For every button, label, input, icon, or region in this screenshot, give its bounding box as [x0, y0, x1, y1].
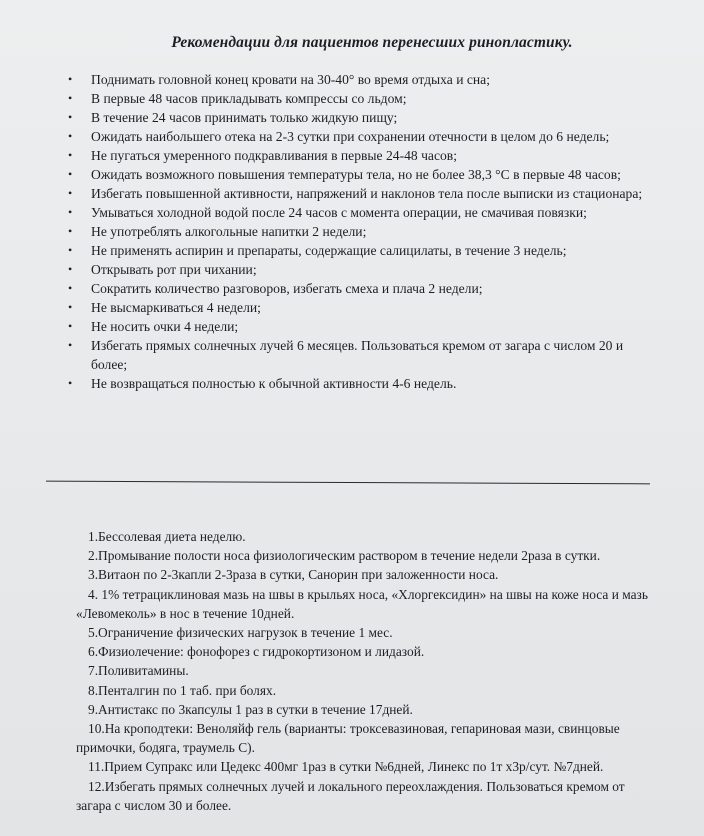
bullet-icon: •	[68, 224, 73, 238]
list-item-text: Ожидать наибольшего отека на 2-3 сутки при сохранении отечности в целом до 6 недель;	[91, 129, 610, 144]
list-item	[66, 146, 658, 165]
list-item-text: Не употреблять алкогольные напитки 2 недели;	[91, 224, 367, 239]
list-item-text: Избегать повышенной активности, напряжений и наклонов тела после выписки из стационара;	[91, 186, 643, 201]
bullet-icon: •	[68, 148, 73, 162]
recommendations-list	[66, 70, 658, 393]
plan-item: 11.Прием Супракс или Цедекс 400мг 1раз в сутки №6дней, Линекс по 1т х3р/сут. №7дней.	[88, 759, 604, 775]
bullet-icon: •	[68, 338, 73, 352]
plan-item: 10.На кроподтеки: Веноляйф гель (варианты: троксевазиновая, гепариновая мази, свинцовые примочки, бодяга, траумель С).	[76, 721, 620, 756]
list-item	[66, 336, 658, 374]
list-item	[66, 127, 658, 146]
list-item-text: Не высмаркиваться 4 недели;	[91, 300, 261, 315]
document-title: Рекомендации для пациентов перенесших ринопластику.	[171, 34, 573, 51]
bullet-icon: •	[68, 91, 73, 105]
list-item	[66, 184, 658, 203]
plan-item: 1.Бессолевая диета неделю.	[88, 529, 246, 544]
list-item-text: Ожидать возможного повышения температуры тела, но не более 38,3 °С в первые 48 часов;	[91, 167, 621, 182]
list-item-text: Поднимать головной конец кровати на 30-40° во время отдыха и сна;	[91, 72, 490, 87]
bullet-icon: •	[68, 376, 73, 390]
plan-item: 9.Антистакс по 3капсулы 1 раз в сутки в течение 17дней.	[88, 701, 413, 717]
bullet-icon: •	[68, 262, 73, 276]
list-item-text: В течение 24 часов принимать только жидкую пищу;	[91, 110, 398, 125]
bullet-icon: •	[68, 319, 73, 333]
plan-item: 4. 1% тетрациклиновая мазь на швы в крыльях носа, «Хлоргексидин» на швы на коже носа и мазь «Левомеколь» в нос в течение 10дней.	[76, 586, 648, 621]
plan-item: 12.Избегать прямых солнечных лучей и локального переохлаждения. Пользоваться кремом от загара с числом 30 и более.	[76, 778, 625, 813]
bullet-icon: •	[68, 167, 73, 181]
bullet-icon: •	[68, 300, 73, 314]
list-item-text: Избегать прямых солнечных лучей 6 месяцев. Пользоваться кремом от загара с числом 20 и более;	[91, 338, 624, 372]
plan-item: 6.Физиолечение: фонофорез с гидрокортизоном и лидазой.	[88, 644, 425, 660]
plan-item: 5.Ограничение физических нагрузок в течение 1 мес.	[88, 625, 393, 641]
bullet-icon: •	[68, 243, 73, 257]
list-item-text: Не носить очки 4 недели;	[91, 319, 239, 334]
plan-item: 3.Витаон по 2-3капли 2-3раза в сутки, Санорин при заложенности носа.	[88, 567, 499, 583]
list-item	[66, 70, 658, 89]
list-item-text: Открывать рот при чихании;	[91, 262, 257, 277]
list-item	[66, 260, 658, 279]
list-item	[66, 89, 658, 108]
list-item-text: В первые 48 часов прикладывать компрессы со льдом;	[91, 91, 407, 106]
section-divider	[46, 481, 650, 485]
list-item	[66, 279, 658, 298]
list-item	[66, 203, 658, 222]
list-item	[66, 374, 658, 393]
bullet-icon: •	[68, 205, 73, 219]
list-item	[66, 108, 658, 127]
bullet-icon: •	[68, 186, 73, 200]
list-item-text: Не применять аспирин и препараты, содержащие салицилаты, в течение 3 недель;	[91, 243, 567, 258]
bullet-icon: •	[68, 129, 73, 143]
plan-item: 7.Поливитамины.	[88, 663, 189, 679]
plan-item: 2.Промывание полости носа физиологическим раствором в течение недели 2раза в сутки.	[88, 548, 601, 564]
list-item-text: Сократить количество разговоров, избегать смеха и плача 2 недели;	[91, 281, 483, 296]
bullet-icon: •	[68, 110, 73, 124]
list-item	[66, 298, 658, 317]
list-item-text: Умываться холодной водой после 24 часов с момента операции, не смачивая повязки;	[91, 205, 587, 220]
treatment-plan	[76, 527, 650, 815]
list-item	[66, 317, 658, 336]
list-item	[66, 222, 658, 241]
list-item	[66, 241, 658, 260]
list-item-text: Не возвращаться полностью к обычной активности 4-6 недель.	[91, 376, 457, 391]
list-item	[66, 165, 658, 184]
bullet-icon: •	[68, 72, 73, 86]
bullet-icon: •	[68, 281, 73, 295]
list-item-text: Не пугаться умеренного подкравливания в первые 24-48 часов;	[91, 148, 457, 163]
plan-item: 8.Пенталгин по 1 таб. при болях.	[88, 682, 277, 698]
